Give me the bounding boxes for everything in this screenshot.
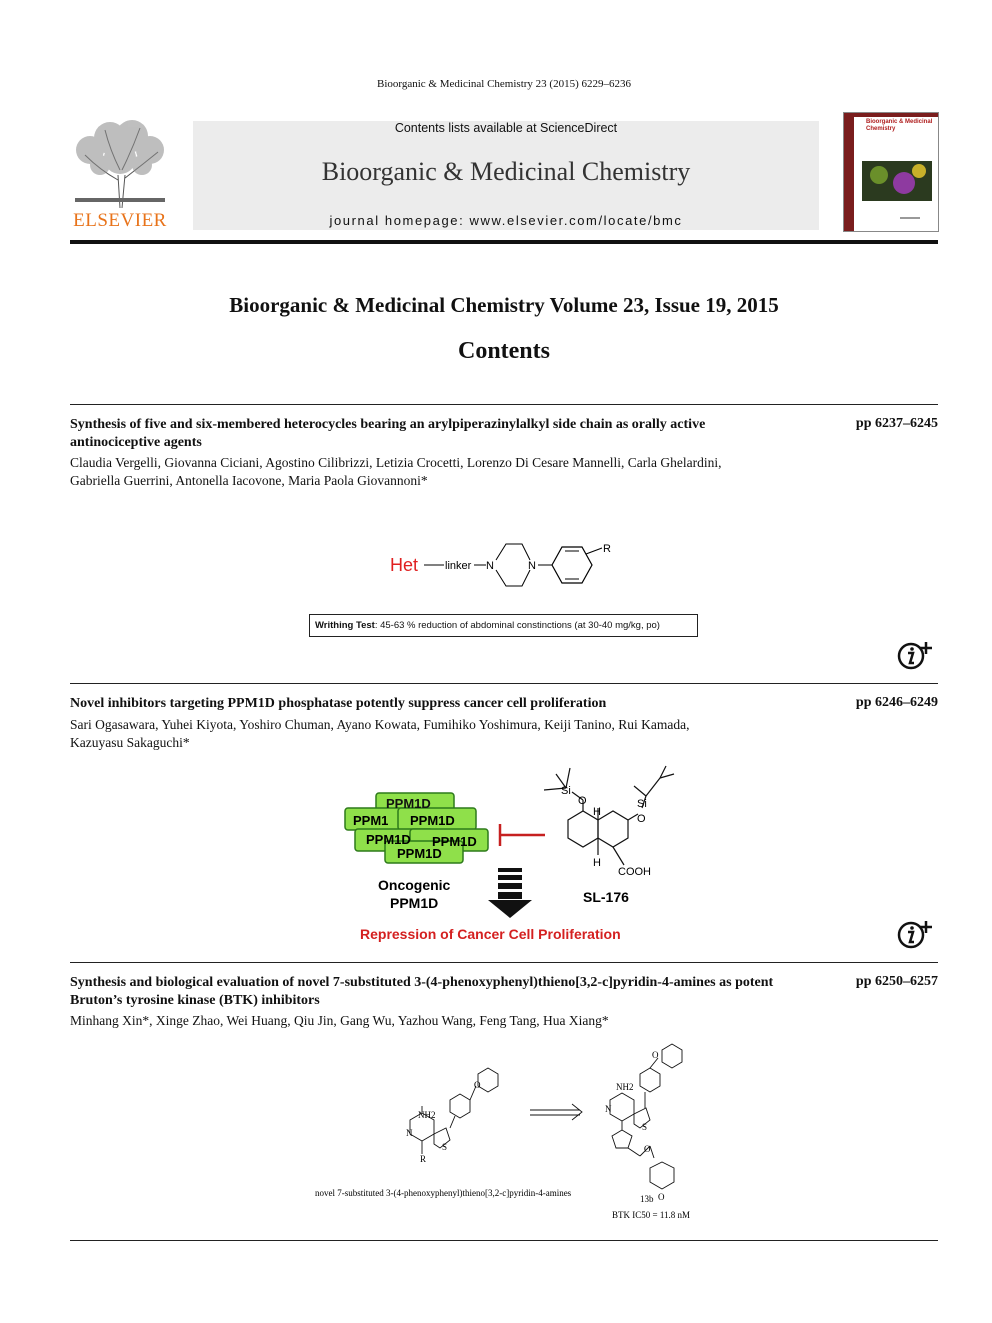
volume-title: Bioorganic & Medicinal Chemistry Volume 23, Issue 19, 2015 (229, 293, 779, 317)
article-pages: pp 6250–6257 (855, 974, 938, 989)
ppm1d-label: PPM1D (397, 846, 442, 861)
nitrogen-label: N (528, 560, 536, 572)
amine-label: NH2 (418, 1110, 436, 1120)
ppm1d-label: PPM1D (386, 796, 431, 811)
test-text: : 45-63 % reduction of abdominal constinctions (at 30-40 mg/kg, po) (374, 620, 660, 631)
article-title-line: antinociceptive agents (70, 435, 202, 450)
authors-line: Claudia Vergelli, Giovanna Ciciani, Agostino Cilibrizzi, Letizia Crocetti, Lorenzo Di Cesare Mannelli, Carla Ghelardini, (70, 455, 722, 470)
article-authors: Minhang Xin*, Xinge Zhao, Wei Huang, Qiu Jin, Gang Wu, Yazhou Wang, Feng Tang, Hua Xiang* (70, 1013, 609, 1028)
journal-title: Bioorganic & Medicinal Chemistry (321, 157, 691, 186)
oxygen-label: O (637, 813, 646, 825)
ppm1d-label: PPM1D (410, 813, 455, 828)
contents-heading: Contents (457, 338, 550, 364)
sulfur-label: S (442, 1142, 448, 1152)
oxygen-label: O (658, 1192, 665, 1202)
elsevier-logo[interactable] (70, 120, 170, 232)
ppm1d-label: PPM1D (366, 832, 411, 847)
sulfur-label: S (642, 1122, 648, 1132)
oxygen-label: O (474, 1080, 481, 1090)
linker-label: linker (445, 560, 472, 572)
article-title-line: Synthesis and biological evaluation of novel 7-substituted 3-(4-phenoxyphenyl)thieno[3,2-c]pyridin-4-amines as potent (70, 975, 774, 990)
arylpiperazine-structure (380, 530, 640, 600)
article-divider (70, 404, 938, 405)
nitrogen-label: N (486, 560, 494, 572)
left-caption: novel 7-substituted 3-(4-phenoxyphenyl)thieno[3,2-c]pyridin-4-amines (315, 1188, 572, 1198)
ppm1d-label: PPM1D (432, 834, 477, 849)
article-title[interactable]: Novel inhibitors targeting PPM1D phosphatase potently suppress cancer cell proliferation (70, 696, 607, 711)
footer-divider (70, 1240, 938, 1241)
article-authors (70, 716, 810, 752)
btk-inhibitor-figure (300, 1040, 720, 1230)
amine-label: NH2 (616, 1082, 634, 1092)
authors-line: Gabriella Guerrini, Antonella Iacovone, Maria Paola Giovannoni* (70, 473, 428, 488)
hydrogen-label: H (593, 857, 601, 869)
ppm1d-oncogenic-label: PPM1D (390, 895, 439, 911)
test-label: Writhing Test (315, 620, 375, 631)
cooh-label: COOH (618, 866, 651, 878)
ppm1d-label: PPM1 (353, 813, 389, 828)
hydrogen-label: H (593, 806, 601, 818)
writhing-test-box (309, 614, 698, 637)
oxygen-label: O (578, 795, 587, 807)
journal-banner (193, 121, 819, 230)
oxygen-label: O (652, 1050, 659, 1060)
het-label: Het (390, 555, 419, 575)
nitrogen-label: N (605, 1104, 612, 1114)
si-label: Si (561, 785, 571, 797)
info-plus-icon[interactable] (896, 639, 938, 671)
authors-line: Sari Ogasawara, Yuhei Kiyota, Yoshiro Chuman, Ayano Kowata, Fumihiko Yoshimura, Keiji Tanino, Rui Kamada, (70, 717, 690, 732)
journal-homepage-link[interactable]: journal homepage: www.elsevier.com/locate/bmc (329, 213, 683, 228)
article-divider (70, 683, 938, 684)
repression-label: Repression of Cancer Cell Proliferation (360, 926, 621, 942)
article-divider (70, 962, 938, 963)
compound-name: SL-176 (583, 889, 629, 905)
article-title-line: Bruton’s tyrosine kinase (BTK) inhibitors (70, 993, 320, 1008)
cover-title: Bioorganic & Medicinal Chemistry (866, 119, 933, 132)
ppm1d-inhibition-figure (340, 760, 680, 950)
article-title-line: Synthesis of five and six-membered heterocycles bearing an arylpiperazinylalkyl side chain as orally active (70, 417, 706, 432)
publisher-name: ELSEVIER (73, 210, 167, 231)
header-rule (70, 240, 938, 244)
info-plus-icon[interactable] (896, 918, 938, 950)
r-group-label: R (603, 543, 611, 555)
article-title[interactable] (70, 974, 840, 1010)
journal-cover[interactable] (843, 112, 939, 232)
article-pages: pp 6246–6249 (855, 695, 938, 710)
journal-citation: Bioorganic & Medicinal Chemistry 23 (2015) 6229–6236 (377, 78, 631, 90)
oxygen-label: O (644, 1144, 651, 1154)
oncogenic-label: Oncogenic (378, 877, 451, 893)
article-pages: pp 6237–6245 (855, 416, 938, 431)
ic50-value: BTK IC50 = 11.8 nM (612, 1210, 690, 1220)
contents-available-link[interactable]: Contents lists available at ScienceDirect (394, 121, 618, 135)
authors-line: Kazuyasu Sakaguchi* (70, 735, 190, 750)
article-title[interactable] (70, 416, 840, 452)
article-authors (70, 454, 810, 490)
compound-name: 13b (640, 1194, 654, 1204)
tree-icon (70, 120, 170, 210)
r-group-label: R (420, 1154, 427, 1164)
nitrogen-label: N (406, 1128, 413, 1138)
si-label: Si (637, 798, 647, 810)
